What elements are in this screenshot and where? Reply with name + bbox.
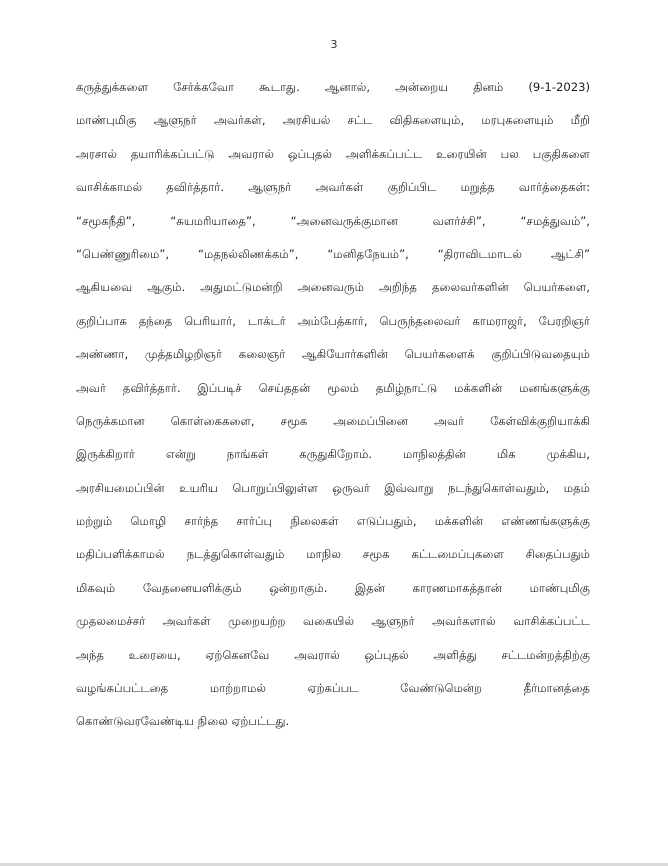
text-line: அண்ணா, முத்தமிழறிஞர் கலைஞர் ஆகியோர்களின் பெயர்களைக் குறிப்பிடுவதையும் — [76, 347, 590, 362]
text-line: கொண்டுவரவேண்டிய நிலை ஏற்பட்டது. — [76, 714, 290, 729]
text-line: வாசிக்காமல் தவிர்த்தார். ஆளுநர் அவர்கள் குறிப்பிட மறுத்த வார்த்தைகள்: — [76, 180, 590, 195]
text-line: மற்றும் மொழி சார்ந்த சார்ப்பு நிலைகள் எடுப்பதும், மக்களின் எண்ணங்களுக்கு — [76, 514, 590, 529]
text-line: அவர் தவிர்த்தார். இப்படிச் செய்ததன் மூலம் தமிழ்நாட்டு மக்களின் மனங்களுக்கு — [76, 380, 590, 395]
text-line: கருத்துக்களை சேர்க்கவோ கூடாது. ஆனால், அன்றைய தினம் (9-1-2023) — [76, 80, 590, 94]
text-line: அரசியமைப்பின் உயரிய பொறுப்பிலுள்ள ஒருவர் இவ்வாறு நடந்துகொள்வதும், மதம் — [76, 480, 590, 495]
text-line: இருக்கிறார் என்று நாங்கள் கருதுகிறோம். மாநிலத்தின் மிக முக்கிய, — [76, 447, 590, 462]
text-line: மதிப்பளிக்காமல் நடத்துகொள்வதும் மாநில சமூக கட்டமைப்புகளை சிதைப்பதும் — [76, 547, 590, 562]
text-line: மாண்புமிகு ஆளுநர் அவர்கள், அரசியல் சட்ட விதிகளையும், மரபுகளையும் மீறி — [76, 113, 590, 128]
text-line: “சமூகநீதி”, “சுயமரியாதை”, “அனைவருக்குமான வளர்ச்சி”, “சமத்துவம்”, — [76, 213, 590, 228]
text-line: ஆகியவை ஆகும். அதுமட்டுமன்றி அனைவரும் அறிந்த தலைவர்களின் பெயர்களை, — [76, 280, 590, 295]
text-line: முதலமைச்சர் அவர்கள் முறையற்ற வகையில் ஆளுநர் அவர்களால் வாசிக்கப்பட்ட — [76, 614, 590, 629]
text-line: அரசால் தயாரிக்கப்பட்டு அவரால் ஒப்புதல் அளிக்கப்பட்ட உரையின் பல பகுதிகளை — [76, 146, 590, 161]
text-line: மிகவும் வேதனையளிக்கும் ஒன்றாகும். இதன் காரணமாகத்தான் மாண்புமிகு — [76, 580, 590, 595]
text-line: வழங்கப்பட்டதை மாற்றாமல் ஏற்கப்பட வேண்டுமென்ற தீர்மானத்தை — [76, 681, 590, 696]
page-number: 3 — [330, 38, 338, 51]
text-line: “பெண்ணுரிமை”, “மதநல்லிணக்கம்”, “மனிதநேயம்”, “திராவிடமாடல் ஆட்சி” — [76, 246, 590, 261]
text-line: நெருக்கமான கொள்கைகளை, சமூக அமைப்பினை அவர் கேள்விக்குறியாக்கி — [76, 413, 590, 428]
body-paragraph — [76, 76, 590, 744]
text-line: குறிப்பாக தந்தை பெரியார், டாக்டர் அம்பேத்கார், பெருந்தலைவர் காமராஜர், பேரறிஞர் — [76, 313, 590, 328]
text-line: அந்த உரையை, ஏற்கெனவே அவரால் ஒப்புதல் அளித்து சட்டமன்றத்திற்கு — [76, 647, 590, 662]
